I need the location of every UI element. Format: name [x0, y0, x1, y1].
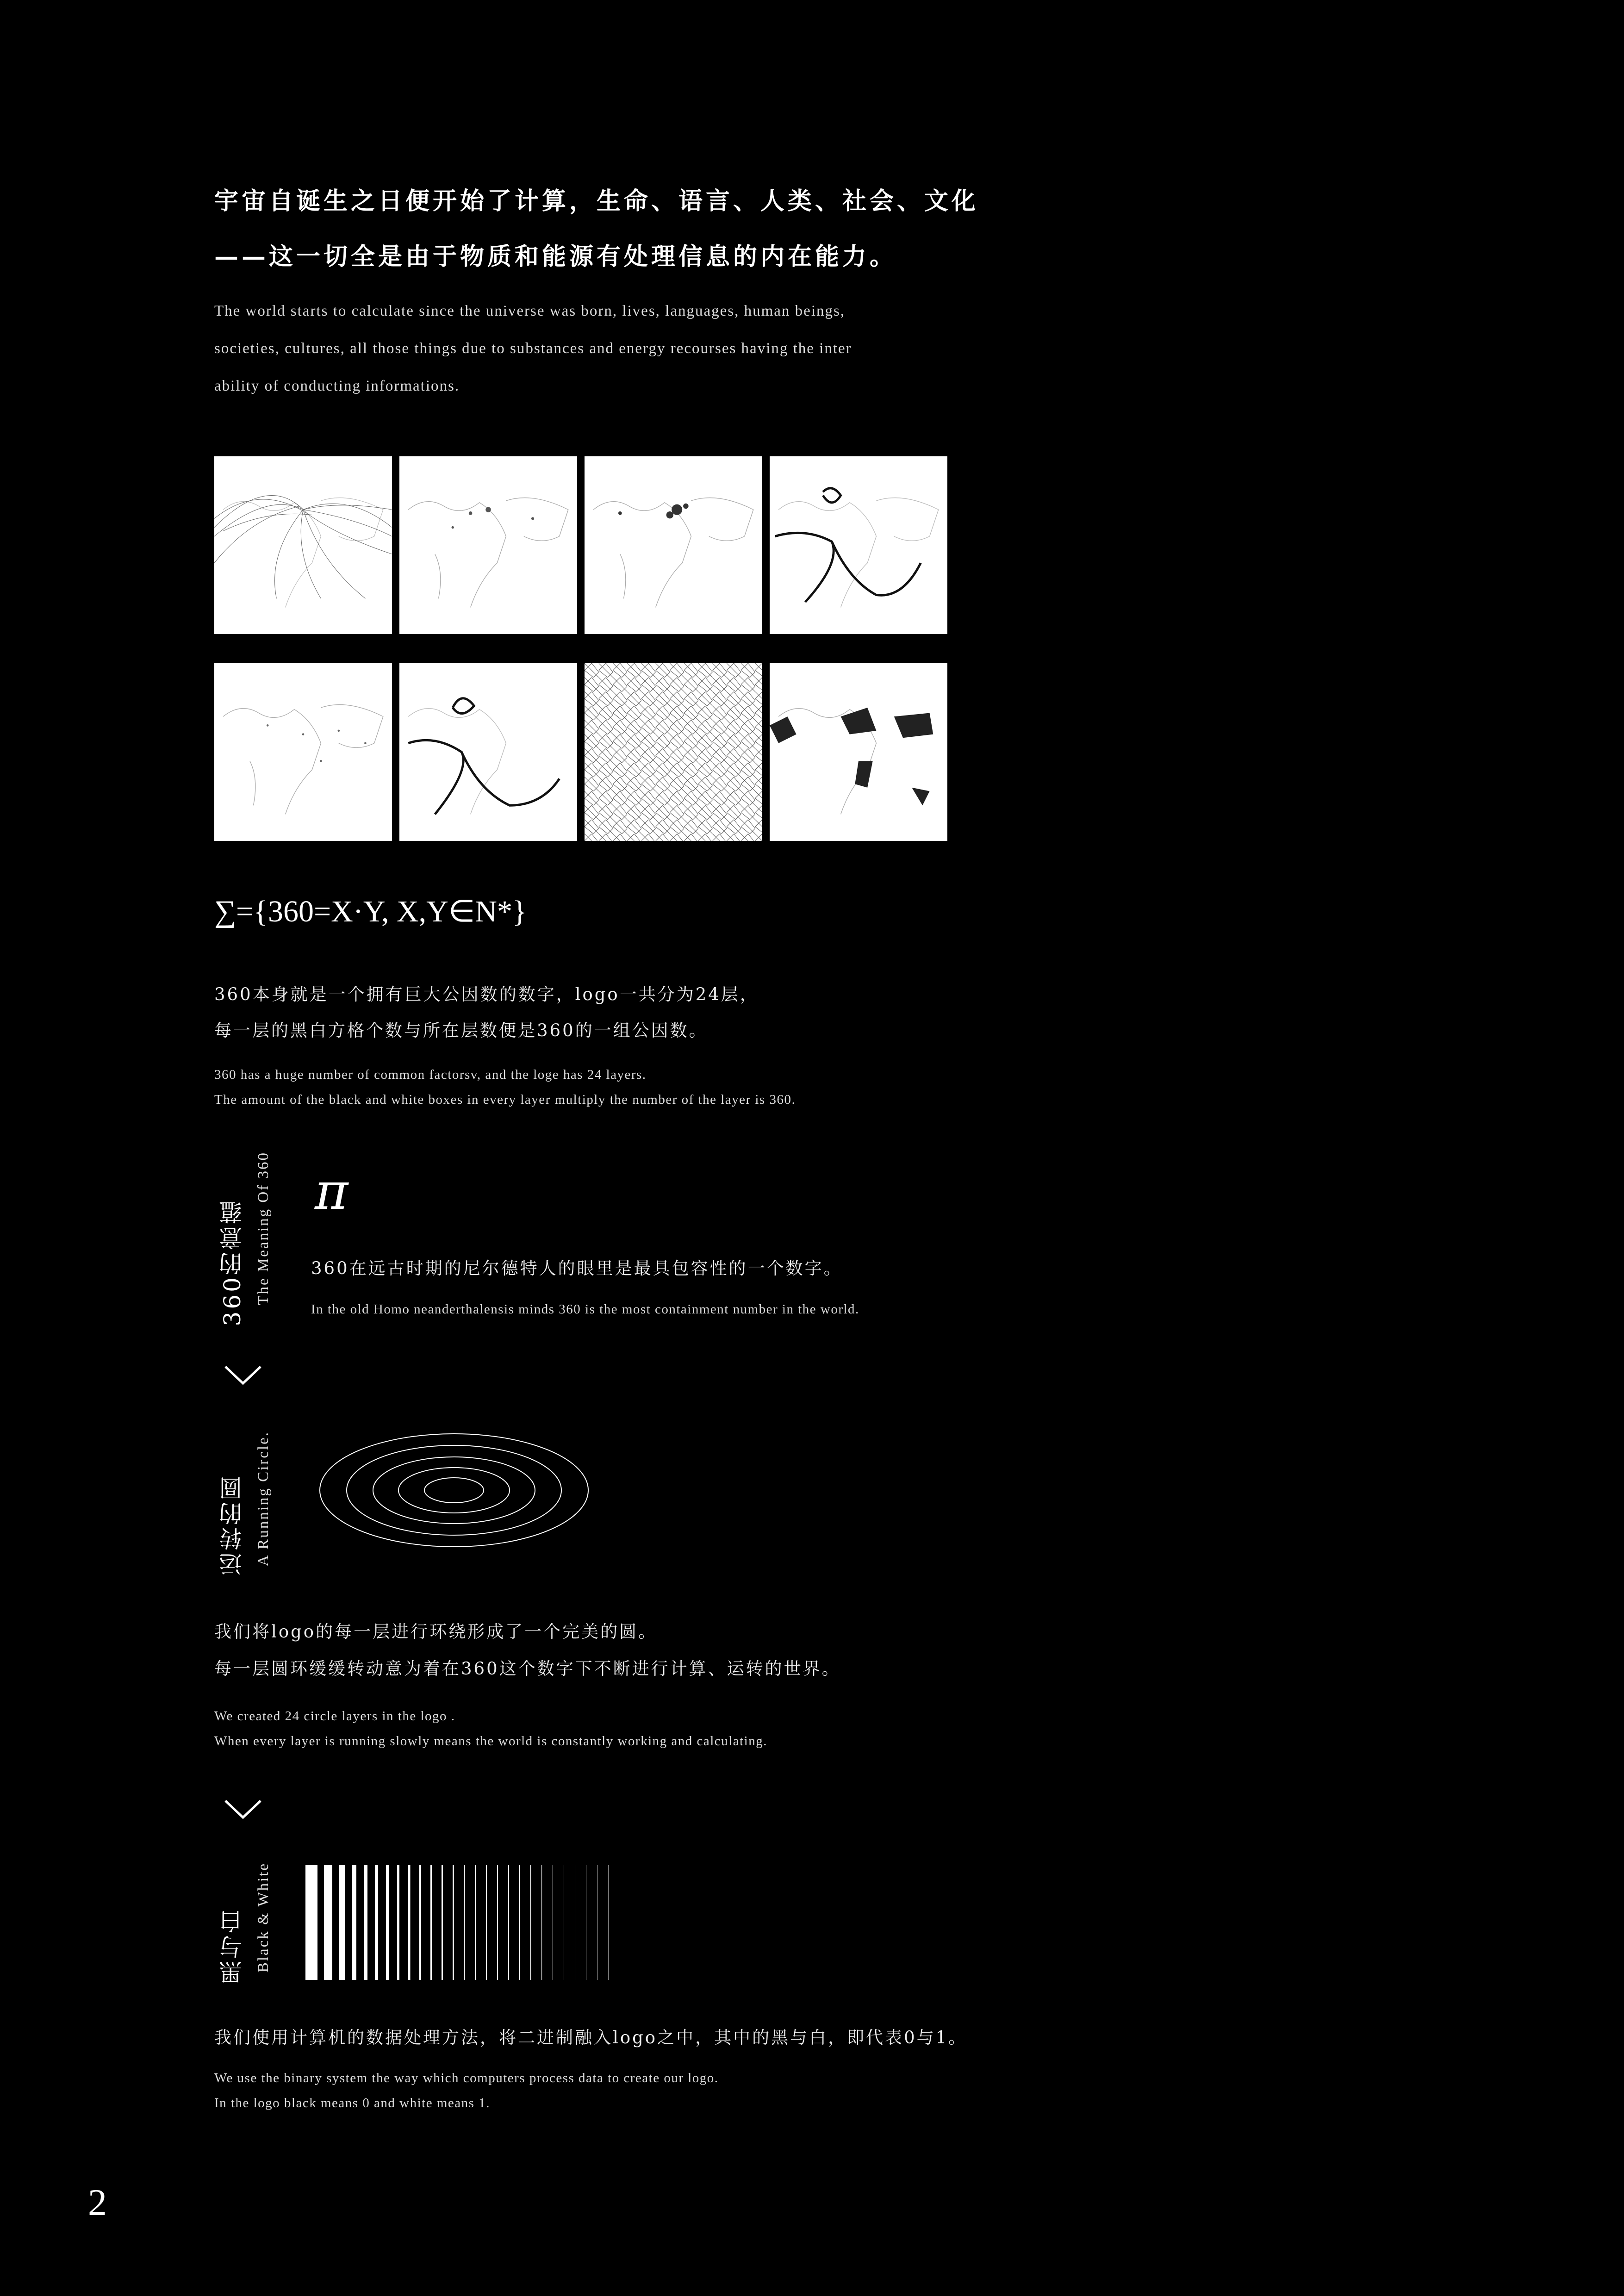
intro-en-line1: The world starts to calculate since the universe was born, lives, languages, human beings,: [214, 303, 846, 319]
factors-en-line2: The amount of the black and white boxes in every layer multiply the number of the layer is 360.: [214, 1092, 796, 1107]
intro-en-line3: ability of conducting informations.: [214, 378, 460, 394]
meaning-title-en: The Meaning Of 360: [255, 1151, 272, 1305]
chevron-down-icon: [224, 1798, 262, 1820]
binary-bars-graphic: [305, 1865, 629, 1981]
circle-title-zh: 运转的圆: [219, 1474, 246, 1576]
curved-paths-map: [770, 456, 947, 634]
meaning-zh: 360在远古时期的尼尔德特人的眼里是最具包容性的一个数字。: [311, 1258, 843, 1278]
circle-en-line2: When every layer is running slowly means the world is constantly working and calculating.: [214, 1734, 767, 1748]
formula: ∑={360=X·Y, X,Y∈N*}: [214, 895, 527, 928]
binary-en-line2: In the logo black means 0 and white means 1.: [214, 2096, 490, 2110]
circle-zh-line2: 每一层圆环缓缓转动意为着在360这个数字下不断进行计算、运转的世界。: [214, 1659, 841, 1679]
filled-regions-map: [770, 663, 947, 841]
curved-paths-map-2: [399, 663, 577, 841]
europe-cluster-map: [585, 456, 762, 634]
circle-en-line1: We created 24 circle layers in the logo .: [214, 1709, 455, 1724]
factors-en-line1: 360 has a huge number of common factorsv, and the loge has 24 layers.: [214, 1067, 647, 1082]
chevron-down-icon: [224, 1364, 262, 1386]
flight-routes-map: [214, 456, 392, 634]
intro-headline-line1: 宇宙自诞生之日便开始了计算，生命、语言、人类、社会、文化: [214, 187, 979, 215]
factors-zh-line1: 360本身就是一个拥有巨大公因数的数字，logo一共分为24层，: [214, 984, 759, 1004]
factors-zh-line2: 每一层的黑白方格个数与所在层数便是360的一组公因数。: [214, 1020, 708, 1040]
dense-network-map: [585, 663, 762, 841]
binary-title-en: Black & White: [255, 1862, 272, 1973]
binary-zh: 我们使用计算机的数据处理方法，将二进制融入logo之中，其中的黑与白，即代表0与1。: [214, 2028, 968, 2047]
binary-en-line1: We use the binary system the way which computers process data to create our logo.: [214, 2071, 719, 2085]
scattered-dots-map: [214, 663, 392, 841]
page-number: 2: [88, 2181, 107, 2223]
sparse-points-map: [399, 456, 577, 634]
intro-headline-line2: ——这一切全是由于物质和能源有处理信息的内在能力。: [214, 243, 897, 271]
pi-symbol: π: [315, 1162, 348, 1221]
circle-zh-line1: 我们将logo的每一层进行环绕形成了一个完美的圆。: [214, 1622, 658, 1642]
intro-en-line2: societies, cultures, all those things due to substances and energy recourses having the inter: [214, 340, 852, 357]
binary-title-zh: 黑与白: [219, 1908, 246, 1984]
circle-title-en: A Running Circle.: [255, 1431, 272, 1567]
meaning-en: In the old Homo neanderthalensis minds 360 is the most containment number in the world.: [311, 1302, 859, 1317]
meaning-title-zh: 360的意蕴: [219, 1199, 246, 1326]
running-circle-logo: [318, 1432, 590, 1548]
